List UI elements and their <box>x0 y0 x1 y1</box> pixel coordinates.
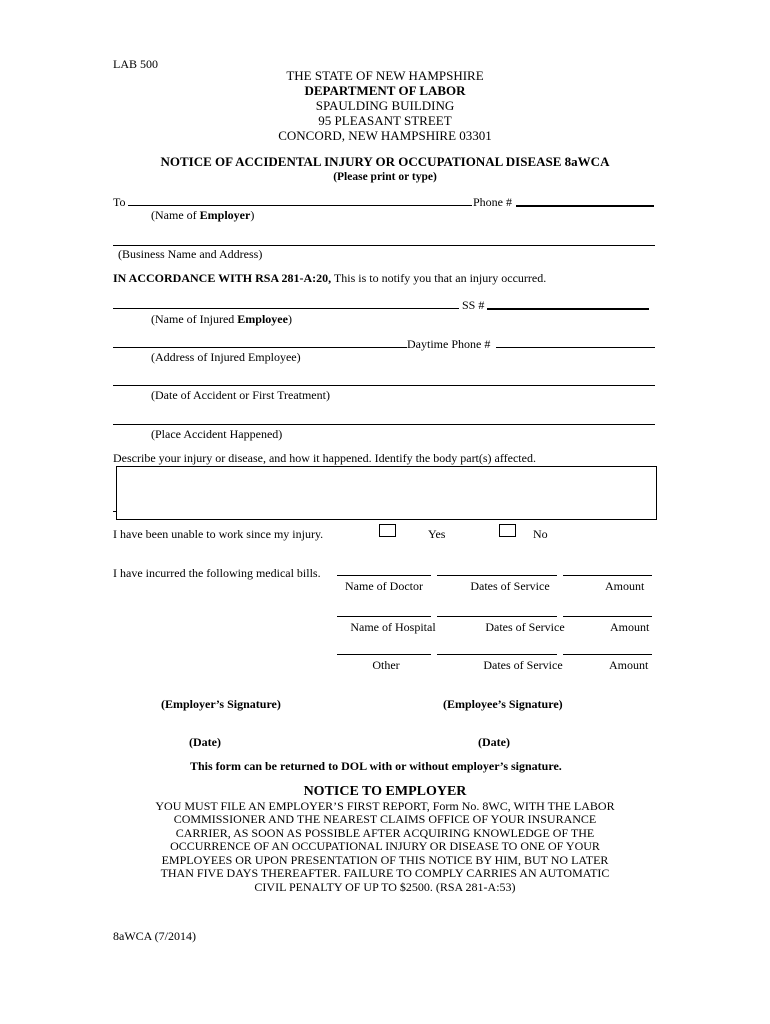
other-name-caption: Other <box>372 658 400 672</box>
injury-description-box[interactable] <box>116 466 657 520</box>
ss-number-field[interactable] <box>487 308 649 310</box>
other-name-field[interactable] <box>337 654 431 655</box>
doctor-amount-field[interactable] <box>563 575 652 576</box>
business-address-field[interactable] <box>113 245 655 246</box>
notice-line: THAN FIVE DAYS THEREAFTER. FAILURE TO COMPLY CARRIES AN AUTOMATIC <box>160 866 610 880</box>
employer-signature-label: (Employer’s Signature) <box>161 697 281 711</box>
doctor-dates-field[interactable] <box>437 575 557 576</box>
hospital-name-field[interactable] <box>337 616 431 617</box>
footer-form-code: 8aWCA (7/2014) <box>113 929 196 943</box>
department-name: DEPARTMENT OF LABOR <box>304 83 466 98</box>
state-name: THE STATE OF NEW HAMPSHIRE <box>286 68 484 83</box>
business-address-caption: (Business Name and Address) <box>118 247 263 261</box>
hospital-dates-caption: Dates of Service <box>485 620 565 634</box>
employer-date-label: (Date) <box>189 735 221 749</box>
notice-line: CIVIL PENALTY OF UP TO $2500. (RSA 281-A:53) <box>254 880 516 894</box>
other-dates-field[interactable] <box>437 654 557 655</box>
notice-line: CARRIER, AS SOON AS POSSIBLE AFTER ACQUIRING KNOWLEDGE OF THE <box>175 826 595 840</box>
yes-label: Yes <box>428 527 446 541</box>
daytime-phone-field[interactable] <box>496 347 655 348</box>
doctor-name-field[interactable] <box>337 575 431 576</box>
yes-checkbox[interactable] <box>379 524 396 537</box>
notice-line: YOU MUST FILE AN EMPLOYER’S FIRST REPORT, Form No. 8WC, WITH THE LABOR <box>155 799 615 813</box>
form-code: LAB 500 <box>113 57 158 71</box>
hospital-amount-caption: Amount <box>610 620 650 634</box>
employer-name-caption: (Name of Employer) <box>151 208 255 222</box>
doctor-name-caption: Name of Doctor <box>345 579 423 593</box>
notice-line: EMPLOYEES OR UPON PRESENTATION OF THIS NOTICE BY HIM, BUT NO LATER <box>161 853 609 867</box>
city-address: CONCORD, NEW HAMPSHIRE 03301 <box>278 128 492 143</box>
doctor-dates-caption: Dates of Service <box>470 579 550 593</box>
phone-label: Phone # <box>473 195 512 209</box>
accident-place-caption: (Place Accident Happened) <box>151 427 283 441</box>
notice-line: OCCURRENCE OF AN OCCUPATIONAL INJURY OR DISEASE TO ONE OF YOUR <box>170 839 600 853</box>
employee-address-caption: (Address of Injured Employee) <box>151 350 301 364</box>
return-note: This form can be returned to DOL with or without employer’s signature. <box>190 759 562 773</box>
building-name: SPAULDING BUILDING <box>315 98 455 113</box>
unable-to-work-label: I have been unable to work since my injury. <box>113 527 324 541</box>
form-title: NOTICE OF ACCIDENTAL INJURY OR OCCUPATIONAL DISEASE 8aWCA <box>160 154 610 169</box>
no-checkbox[interactable] <box>499 524 516 537</box>
employee-date-label: (Date) <box>478 735 510 749</box>
hospital-dates-field[interactable] <box>437 616 557 617</box>
employer-name-field[interactable] <box>128 205 472 206</box>
daytime-phone-label: Daytime Phone # <box>407 337 491 351</box>
no-label: No <box>533 527 548 541</box>
employer-phone-field[interactable] <box>516 205 654 207</box>
other-amount-field[interactable] <box>563 654 652 655</box>
other-amount-caption: Amount <box>609 658 649 672</box>
accordance-statement: IN ACCORDANCE WITH RSA 281-A:20, This is to notify you that an injury occurred. <box>113 271 547 285</box>
description-tick <box>113 511 117 512</box>
doctor-amount-caption: Amount <box>605 579 645 593</box>
ss-label: SS # <box>462 298 485 312</box>
street-address: 95 PLEASANT STREET <box>318 113 452 128</box>
accident-date-caption: (Date of Accident or First Treatment) <box>151 388 330 402</box>
medical-bills-label: I have incurred the following medical bills. <box>113 566 321 580</box>
hospital-amount-field[interactable] <box>563 616 652 617</box>
other-dates-caption: Dates of Service <box>483 658 563 672</box>
accident-date-field[interactable] <box>113 385 655 386</box>
notice-line: COMMISSIONER AND THE NEAREST CLAIMS OFFICE OF YOUR INSURANCE <box>173 812 597 826</box>
employee-address-field[interactable] <box>113 347 407 348</box>
employee-name-caption: (Name of Injured Employee) <box>151 312 292 326</box>
hospital-name-caption: Name of Hospital <box>350 620 436 634</box>
describe-label: Describe your injury or disease, and how it happened. Identify the body part(s) affected. <box>113 451 536 465</box>
employee-name-field[interactable] <box>113 308 459 309</box>
employee-signature-label: (Employee’s Signature) <box>443 697 563 711</box>
to-label: To <box>113 195 126 209</box>
accident-place-field[interactable] <box>113 424 655 425</box>
form-subtitle: (Please print or type) <box>333 171 437 183</box>
notice-heading: NOTICE TO EMPLOYER <box>303 784 467 799</box>
